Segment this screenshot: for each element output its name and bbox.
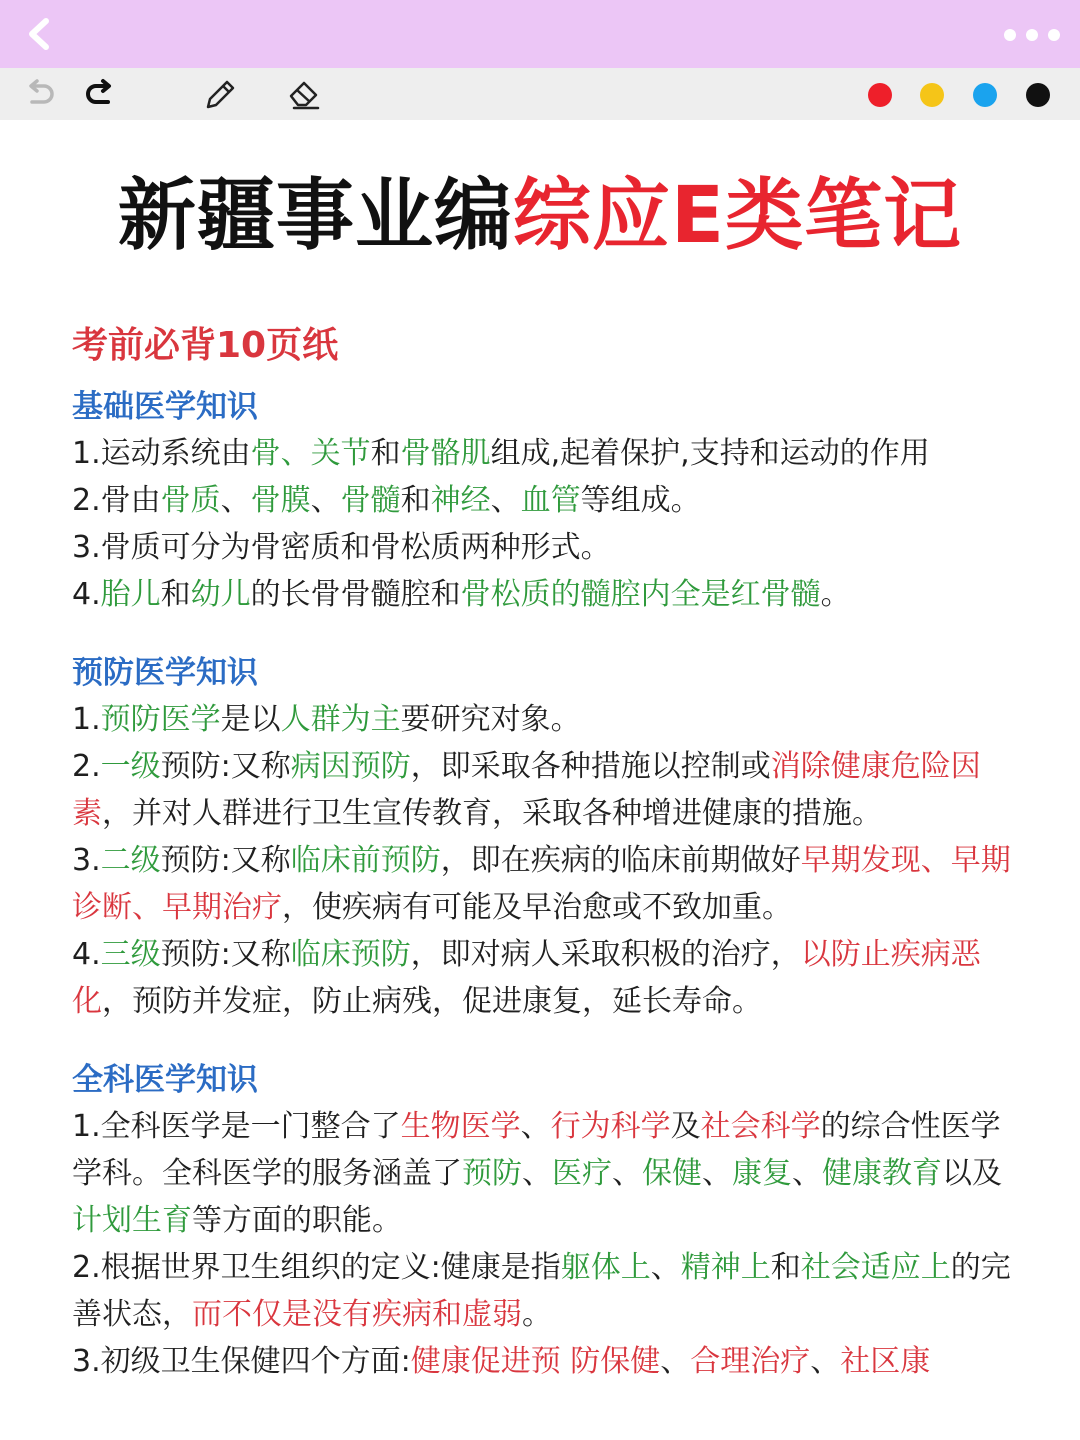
text-segment: 1.全科医学是一门整合了: [72, 1109, 401, 1144]
more-options-button[interactable]: [988, 24, 1060, 46]
text-segment: 要研究对象。: [400, 702, 581, 737]
section-gap: [72, 1025, 1012, 1057]
note-paragraph: [72, 1338, 1012, 1385]
section-heading: 预防医学知识: [72, 655, 258, 691]
chevron-left-icon: [18, 14, 62, 54]
text-segment: 1.运动系统由: [72, 436, 251, 471]
text-segment: 预防:又称: [160, 937, 291, 972]
text-segment: 和: [400, 483, 431, 518]
highlight-segment: 社区康: [840, 1344, 931, 1379]
highlight-segment: 骨松质的髓腔内全是红骨髓: [460, 577, 821, 612]
note-paragraph: [72, 931, 1012, 1025]
color-red-swatch[interactable]: [868, 83, 892, 107]
text-segment: 2.: [72, 749, 101, 784]
text-segment: ，即在疾病的临床前期做好: [440, 843, 801, 878]
text-segment: 和: [160, 577, 191, 612]
highlight-segment: 骨髓: [340, 483, 401, 518]
highlight-segment: 胎儿: [100, 577, 161, 612]
highlight-segment: 健康促进预 防保健: [410, 1344, 661, 1379]
highlight-segment: 一级: [100, 749, 161, 784]
text-segment: 、: [520, 1109, 551, 1144]
highlight-segment: 二级: [100, 843, 161, 878]
note-paragraph: [72, 1103, 1012, 1244]
text-segment: 2.骨由: [72, 483, 161, 518]
highlight-segment: 临床预防: [290, 937, 411, 972]
highlight-segment: 幼儿: [190, 577, 251, 612]
note-paragraph: [72, 430, 1012, 477]
highlight-segment: 早期发现、早期诊断、早期治疗: [72, 843, 1011, 925]
section-heading: 全科医学知识: [72, 1062, 258, 1098]
text-segment: 。: [820, 577, 851, 612]
more-dots-icon: [1004, 29, 1016, 41]
highlight-segment: 社会科学: [700, 1109, 821, 1144]
title-part-black: 新疆事业编: [117, 171, 513, 261]
color-yellow-swatch[interactable]: [920, 83, 944, 107]
highlight-segment: 三级: [100, 937, 161, 972]
highlight-segment: 医疗: [552, 1156, 612, 1191]
text-segment: 3.骨质可分为骨密质和骨松质两种形式。: [72, 530, 611, 565]
text-segment: ，并对人群进行卫生宣传教育，采取各种增进健康的措施。: [102, 796, 882, 831]
page-title: [0, 168, 1080, 264]
note-paragraph: [72, 477, 1012, 524]
text-segment: 的长骨骨髓腔和: [250, 577, 461, 612]
highlight-segment: 社会适应上: [800, 1250, 951, 1285]
back-button[interactable]: [18, 14, 62, 54]
text-segment: 、: [810, 1344, 841, 1379]
highlight-segment: 骨骼肌: [400, 436, 491, 471]
pencil-icon: [200, 74, 240, 114]
color-black-swatch[interactable]: [1026, 83, 1050, 107]
text-segment: 、: [490, 483, 521, 518]
undo-button[interactable]: [20, 74, 60, 114]
highlight-segment: 临床前预防: [290, 843, 441, 878]
section-gap: [72, 618, 1012, 650]
text-segment: 、: [660, 1344, 691, 1379]
highlight-segment: 人群为主: [280, 702, 401, 737]
undo-icon: [20, 74, 60, 114]
highlight-segment: 预防: [462, 1156, 522, 1191]
text-segment: 等方面的职能。: [192, 1203, 402, 1238]
sections-container: [72, 384, 1012, 1385]
eraser-button[interactable]: [284, 74, 324, 114]
more-dots-icon: [1026, 29, 1038, 41]
highlight-segment: 血管: [520, 483, 581, 518]
redo-button[interactable]: [80, 74, 120, 114]
highlight-segment: 计划生育: [72, 1203, 192, 1238]
text-segment: 2.根据世界卫生组织的定义:健康是指: [72, 1250, 561, 1285]
highlight-segment: 消除健康危险因素: [72, 749, 981, 831]
note-paragraph: [72, 837, 1012, 931]
notes-content: [72, 320, 1012, 1385]
highlight-segment: 生物医学: [400, 1109, 521, 1144]
text-segment: 和: [370, 436, 401, 471]
text-segment: 、: [220, 483, 251, 518]
text-segment: ，预防并发症，防止病残，促进康复，延长寿命。: [102, 984, 762, 1019]
text-segment: 4.: [72, 937, 101, 972]
text-segment: 4.: [72, 577, 101, 612]
text-segment: 预防:又称: [160, 843, 291, 878]
note-paragraph: [72, 1244, 1012, 1338]
text-segment: 以及: [942, 1156, 1002, 1191]
highlight-segment: 精神上: [680, 1250, 771, 1285]
highlight-segment: 行为科学: [550, 1109, 671, 1144]
highlight-segment: 关节: [310, 436, 371, 471]
redo-icon: [80, 74, 120, 114]
highlight-segment: 以防止疾病恶化: [72, 937, 981, 1019]
text-segment: 、: [650, 1250, 681, 1285]
highlight-segment: 骨质: [160, 483, 221, 518]
text-segment: ，即对病人采取积极的治疗，: [410, 937, 801, 972]
text-segment: 。: [522, 1297, 552, 1332]
text-segment: 的完善状态，: [72, 1250, 1011, 1332]
text-segment: 组成,起着保护,支持和运动的作用: [490, 436, 930, 471]
highlight-segment: 康复: [732, 1156, 792, 1191]
color-blue-swatch[interactable]: [973, 83, 997, 107]
text-segment: 、: [310, 483, 341, 518]
text-segment: 3.初级卫生保健四个方面:: [72, 1344, 411, 1379]
text-segment: 、: [702, 1156, 732, 1191]
text-segment: 、: [612, 1156, 642, 1191]
note-paragraph: [72, 524, 1012, 571]
text-segment: 、: [522, 1156, 552, 1191]
highlight-segment: 骨膜: [250, 483, 311, 518]
highlight-segment: 骨: [250, 436, 281, 471]
highlight-segment: 预防医学: [100, 702, 221, 737]
drawing-toolbar: [0, 68, 1080, 120]
text-segment: 3.: [72, 843, 101, 878]
section-heading: 基础医学知识: [72, 389, 258, 425]
highlight-segment: 而不仅是没有疾病和虚弱: [192, 1297, 522, 1332]
text-segment: 1.: [72, 702, 101, 737]
note-paragraph: [72, 743, 1012, 837]
highlight-segment: 保健: [642, 1156, 702, 1191]
text-segment: ，使疾病有可能及早治愈或不致加重。: [282, 890, 792, 925]
text-segment: 是以: [220, 702, 281, 737]
highlight-segment: 躯体上: [560, 1250, 651, 1285]
eraser-icon: [284, 74, 324, 114]
top-bar: [0, 0, 1080, 68]
highlight-segment: 神经: [430, 483, 491, 518]
highlight-segment: 病因预防: [290, 749, 411, 784]
note-paragraph: [72, 571, 1012, 618]
note-paragraph: [72, 696, 1012, 743]
text-segment: 和: [770, 1250, 801, 1285]
text-segment: 的综合性医学学科。全科医学的服务涵盖了: [72, 1109, 1001, 1191]
text-segment: 及: [670, 1109, 701, 1144]
text-segment: ，即采取各种措施以控制或: [410, 749, 771, 784]
text-segment: 、: [792, 1156, 822, 1191]
text-segment: 预防:又称: [160, 749, 291, 784]
title-part-red: 综应E类笔记: [512, 171, 963, 261]
text-segment: 等组成。: [580, 483, 701, 518]
more-dots-icon: [1048, 29, 1060, 41]
subtitle: 考前必背10页纸: [72, 325, 339, 366]
highlight-segment: 合理治疗: [690, 1344, 811, 1379]
highlight-segment: 、: [280, 436, 311, 471]
highlight-segment: 健康教育: [822, 1156, 942, 1191]
pencil-button[interactable]: [200, 74, 240, 114]
